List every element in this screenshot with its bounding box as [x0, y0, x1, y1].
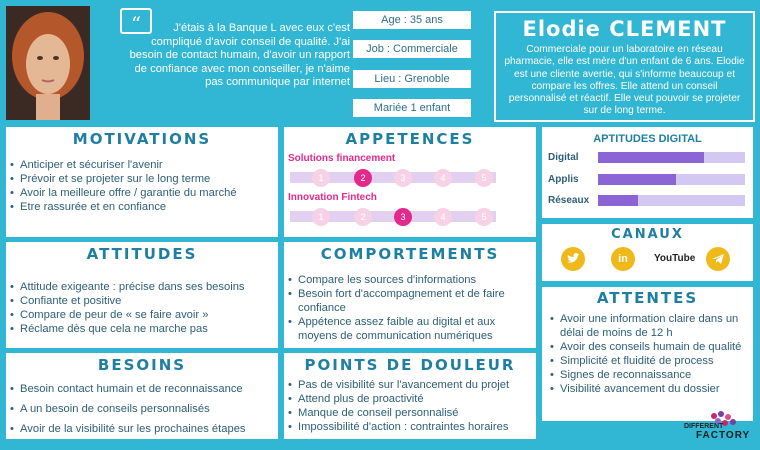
persona-identity [494, 11, 755, 122]
attitudes-list [6, 280, 278, 336]
list-item: • Compare les sources d'informations [298, 273, 536, 287]
list-item: • Attitude exigeante : précise dans ses besoins [20, 280, 278, 294]
list-item: • Impossibilité d'action : contraintes horaires [298, 420, 536, 434]
logo-line1: DIFFERENT [684, 423, 724, 430]
skill-level-2: 2 [354, 208, 372, 226]
list-item: • Etre rassurée et en confiance [20, 200, 278, 214]
aptitude-fill [598, 152, 704, 163]
besoins-list [6, 382, 278, 436]
comportements-panel [284, 242, 536, 348]
quote-text: J'étais à la Banque L avec eux c'est compliqué d'avoir conseil de qualité. J'ai besoin de contact humain, d'avoir un rapport de confiance avec mon conseiller, je n'aime pas communique par internet [129, 22, 350, 88]
list-item: • Attend plus de proactivité [298, 392, 536, 406]
skill-level-5: 5 [475, 169, 493, 187]
points-douleur-title: POINTS DE DOULEUR [304, 356, 516, 374]
quote-icon: “ [120, 8, 152, 34]
list-item: • Avoir une information claire dans un délai de moins de 12 h [560, 312, 753, 340]
comportements-list [284, 273, 536, 343]
list-item: • Prévoir et se projeter sur le long terme [20, 172, 278, 186]
skill-label: Solutions financement [288, 153, 396, 164]
appetences-panel [284, 127, 536, 237]
aptitudes-title: APTITUDES DIGITAL [593, 133, 702, 145]
persona-photo [6, 6, 90, 120]
attentes-title: ATTENTES [596, 289, 699, 307]
aptitude-bar [598, 152, 745, 163]
twitter-icon [561, 247, 585, 271]
attentes-list [542, 312, 753, 396]
attitudes-title: ATTITUDES [86, 245, 198, 263]
aptitude-label: Digital [548, 152, 579, 163]
aptitude-label: Applis [548, 174, 579, 185]
list-item: • Appétence assez faible au digital et aux moyens de communication numériques [298, 315, 536, 343]
attentes-panel [542, 287, 753, 421]
list-item: • Manque de conseil personnalisé [298, 406, 536, 420]
list-item: • Besoin contact humain et de reconnaissance [20, 382, 278, 396]
skill-level-1: 1 [312, 169, 330, 187]
list-item: • Signes de reconnaissance [560, 368, 753, 382]
list-item: • Anticiper et sécuriser l'avenir [20, 158, 278, 172]
skill-level-1: 1 [312, 208, 330, 226]
points-douleur-list [284, 378, 536, 434]
persona-name: Elodie CLEMENT [522, 17, 727, 41]
job-pill: Job : Commerciale [353, 40, 471, 58]
list-item: • Simplicité et fluidité de process [560, 354, 753, 368]
persona-quote [120, 8, 350, 122]
skill-level-2-selected: 2 [354, 169, 372, 187]
aptitude-fill [598, 174, 676, 185]
list-item: • Pas de visibilité sur l'avancement du projet [298, 378, 536, 392]
skill-level-4: 4 [434, 208, 452, 226]
list-item: • A un besoin de conseils personnalisés [20, 402, 278, 416]
appetences-title: APPETENCES [345, 130, 475, 148]
attitudes-panel [6, 242, 278, 348]
list-item: • Compare de peur de « se faire avoir » [20, 308, 278, 322]
family-pill: Mariée 1 enfant [353, 99, 471, 117]
motivations-panel [6, 127, 278, 237]
skill-level-3-selected: 3 [394, 208, 412, 226]
youtube-icon [654, 253, 695, 264]
motivations-list [6, 158, 278, 214]
aptitudes-panel [542, 127, 753, 218]
skill-level-4: 4 [434, 169, 452, 187]
motivations-title: MOTIVATIONS [72, 130, 212, 148]
list-item: • Avoir de la visibilité sur les prochaines étapes [20, 422, 278, 436]
list-item: • Réclame dès que cela ne marche pas [20, 322, 278, 336]
skill-level-3: 3 [394, 169, 412, 187]
aptitude-bar [598, 195, 745, 206]
skill-label: Innovation Fintech [288, 192, 377, 203]
telegram-icon [706, 247, 730, 271]
list-item: • Besoin fort d'accompagnement et de faire confiance [298, 287, 536, 315]
logo-line2: FACTORY [696, 430, 751, 441]
different-factory-logo [684, 410, 750, 440]
list-item: • Confiante et positive [20, 294, 278, 308]
list-item: • Avoir des conseils humain de qualité [560, 340, 753, 354]
linkedin-icon: in [611, 247, 635, 271]
points-douleur-panel [284, 353, 536, 439]
besoins-panel [6, 353, 278, 439]
skill-level-5: 5 [475, 208, 493, 226]
youtube-label: YouTube [654, 253, 696, 264]
list-item: • Visibilité avancement du dossier [560, 382, 753, 396]
location-pill: Lieu : Grenoble [353, 70, 471, 88]
aptitude-fill [598, 195, 638, 206]
aptitude-bar [598, 174, 745, 185]
age-pill: Age : 35 ans [353, 11, 471, 29]
persona-portrait-image [6, 6, 90, 120]
aptitude-label: Réseaux [548, 195, 590, 206]
besoins-title: BESOINS [97, 356, 187, 374]
persona-description: Commerciale pour un laboratoire en réseau pharmacie, elle est mère d'un enfant de 6 ans. Elodie est une cliente avertie, qui s'informe beaucoup et compare les offres. Elle attend un conseil personnalisé et réactif. Elle veut pouvoir se projeter sur de long terme. [504, 44, 745, 117]
list-item: • Avoir la meilleure offre / garantie du marché [20, 186, 278, 200]
canaux-title: CANAUX [611, 227, 684, 242]
comportements-title: COMPORTEMENTS [320, 245, 500, 263]
